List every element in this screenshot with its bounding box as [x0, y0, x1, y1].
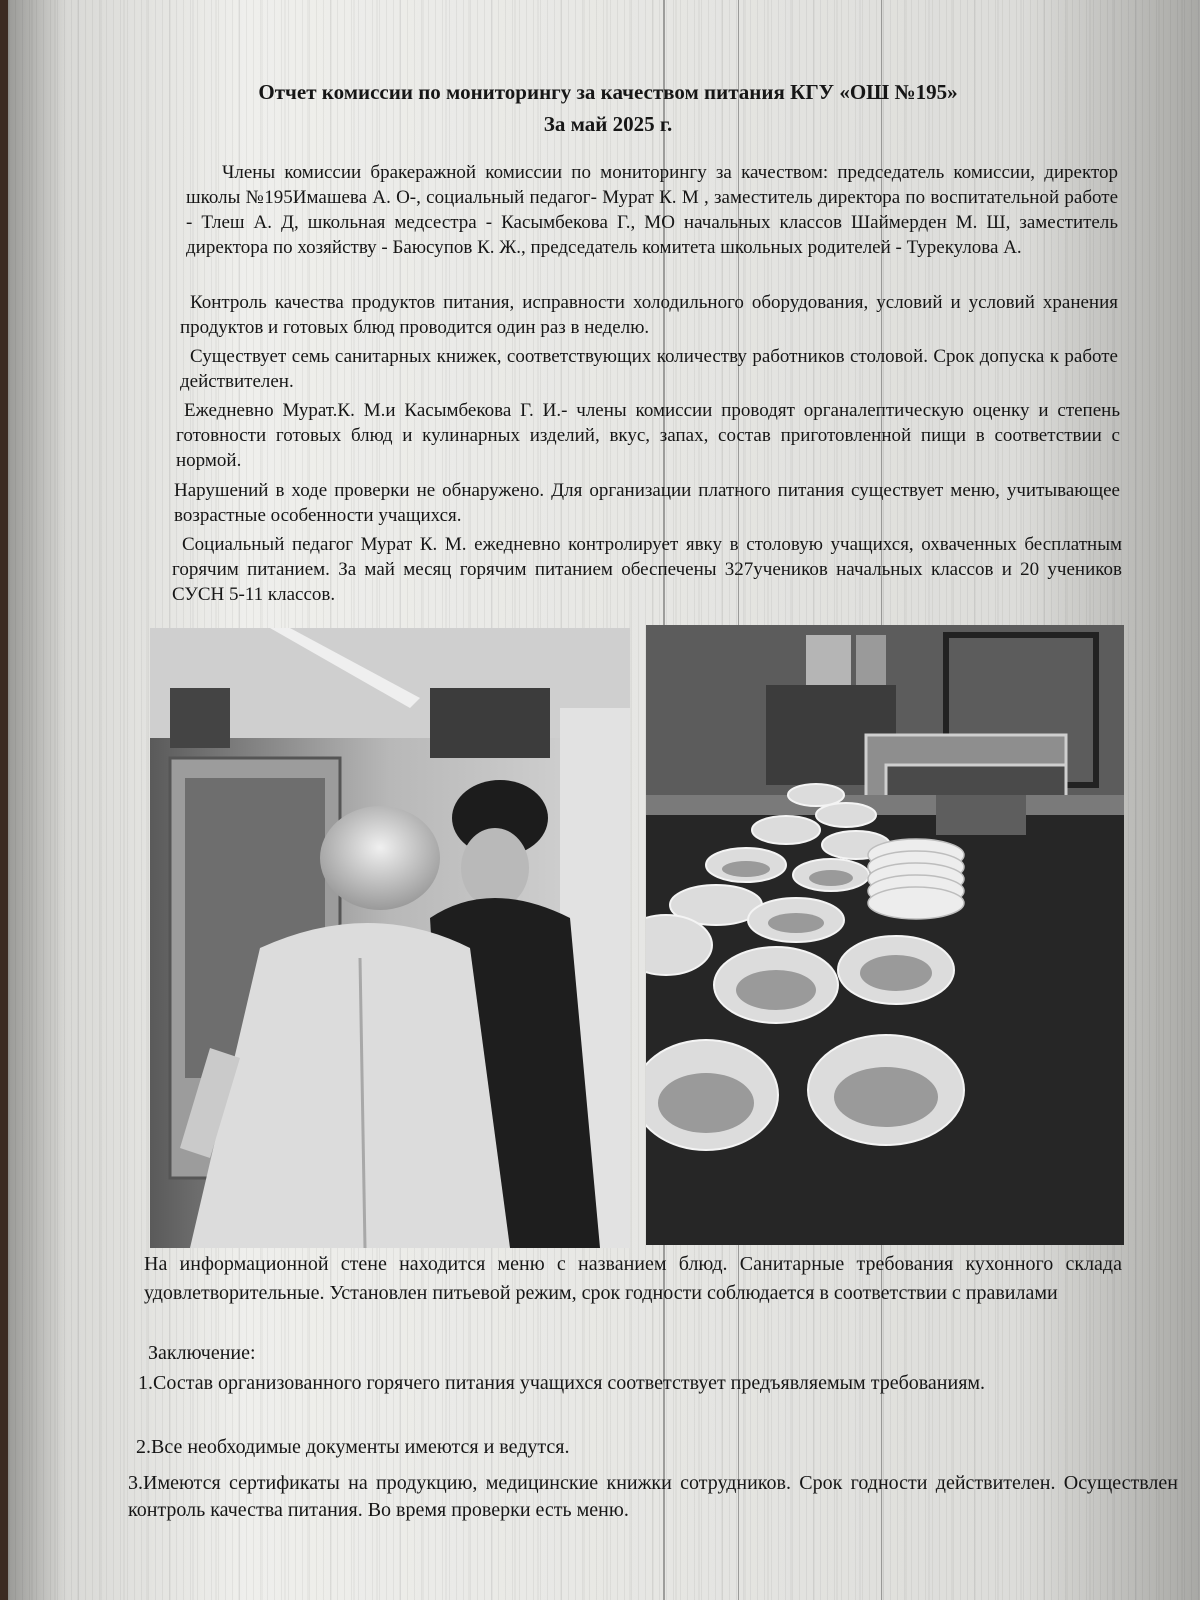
- document-subtitle: За май 2025 г.: [543, 112, 673, 136]
- conclusion-heading: Заключение:: [148, 1342, 256, 1364]
- photo-bowls-graphic: [646, 625, 1124, 1245]
- conclusion-item-3: 3.Имеются сертификаты на продукцию, медицинские книжки сотрудников. Срок годности действителен. Осуществлен контроль качества питания. Во время проверки есть меню.: [128, 1472, 1178, 1521]
- photo-bowls-of-fish: [646, 625, 1124, 1245]
- conclusion-item-1: 1.Состав организованного горячего питания учащихся соответствует предъявляемым требованиям.: [138, 1372, 986, 1394]
- paragraph-members: Члены комиссии бракеражной комиссии по мониторингу за качеством: председатель комиссии, директор школы №195Имашева А. О-, социальный педагог- Мурат К. М , заместитель директора по воспитательной работе - Тлеш А. Д, школьная медсестра - Касымбекова Г., МО начальных классов Шаймерден М. Ш, заместитель директора по хозяйству - Баюсупов К. Ж., председатель комитета школьных родителей - Турекулова А.: [186, 162, 1118, 258]
- paragraph-books: Существует семь санитарных книжек, соответствующих количеству работников столовой. Срок допуска к работе действителен.: [180, 346, 1118, 392]
- paragraph-daily: Ежедневно Мурат.К. М.и Касымбекова Г. И.- члены комиссии проводят органалептическую оценку и степень готовности готовых блюд и кулинарных изделий, вкус, запах, состав приготовленной пищи в соответствии с нормой.: [176, 400, 1120, 471]
- photo-staff-fridge: [150, 628, 630, 1248]
- paragraph-violations: Нарушений в ходе проверки не обнаружено. Для организации платного питания существует меню, учитывающее возрастные особенности учащихся.: [174, 480, 1120, 526]
- document-title: Отчет комиссии по мониторингу за качеством питания КГУ «ОШ №195»: [258, 80, 958, 104]
- paragraph-info-wall: На информационной стене находится меню с названием блюд. Санитарные требования кухонного склада удовлетворительные. Установлен питьевой режим, срок годности соблюдается в соответствии с правилами: [144, 1253, 1122, 1304]
- paragraph-control: Контроль качества продуктов питания, исправности холодильного оборудования, условий и условий хранения продуктов и готовых блюд проводится один раз в неделю.: [180, 292, 1118, 338]
- conclusion-item-2: 2.Все необходимые документы имеются и ведутся.: [136, 1436, 570, 1458]
- photo-staff-fridge-graphic: [150, 628, 630, 1248]
- document-sheet: [8, 0, 1200, 1600]
- paragraph-social: Социальный педагог Мурат К. М. ежедневно контролирует явку в столовую учащихся, охваченных бесплатным горячим питанием. За май месяц горячим питанием обеспечены 327учеников начальных классов и 20 учеников СУСН 5-11 классов.: [172, 534, 1122, 605]
